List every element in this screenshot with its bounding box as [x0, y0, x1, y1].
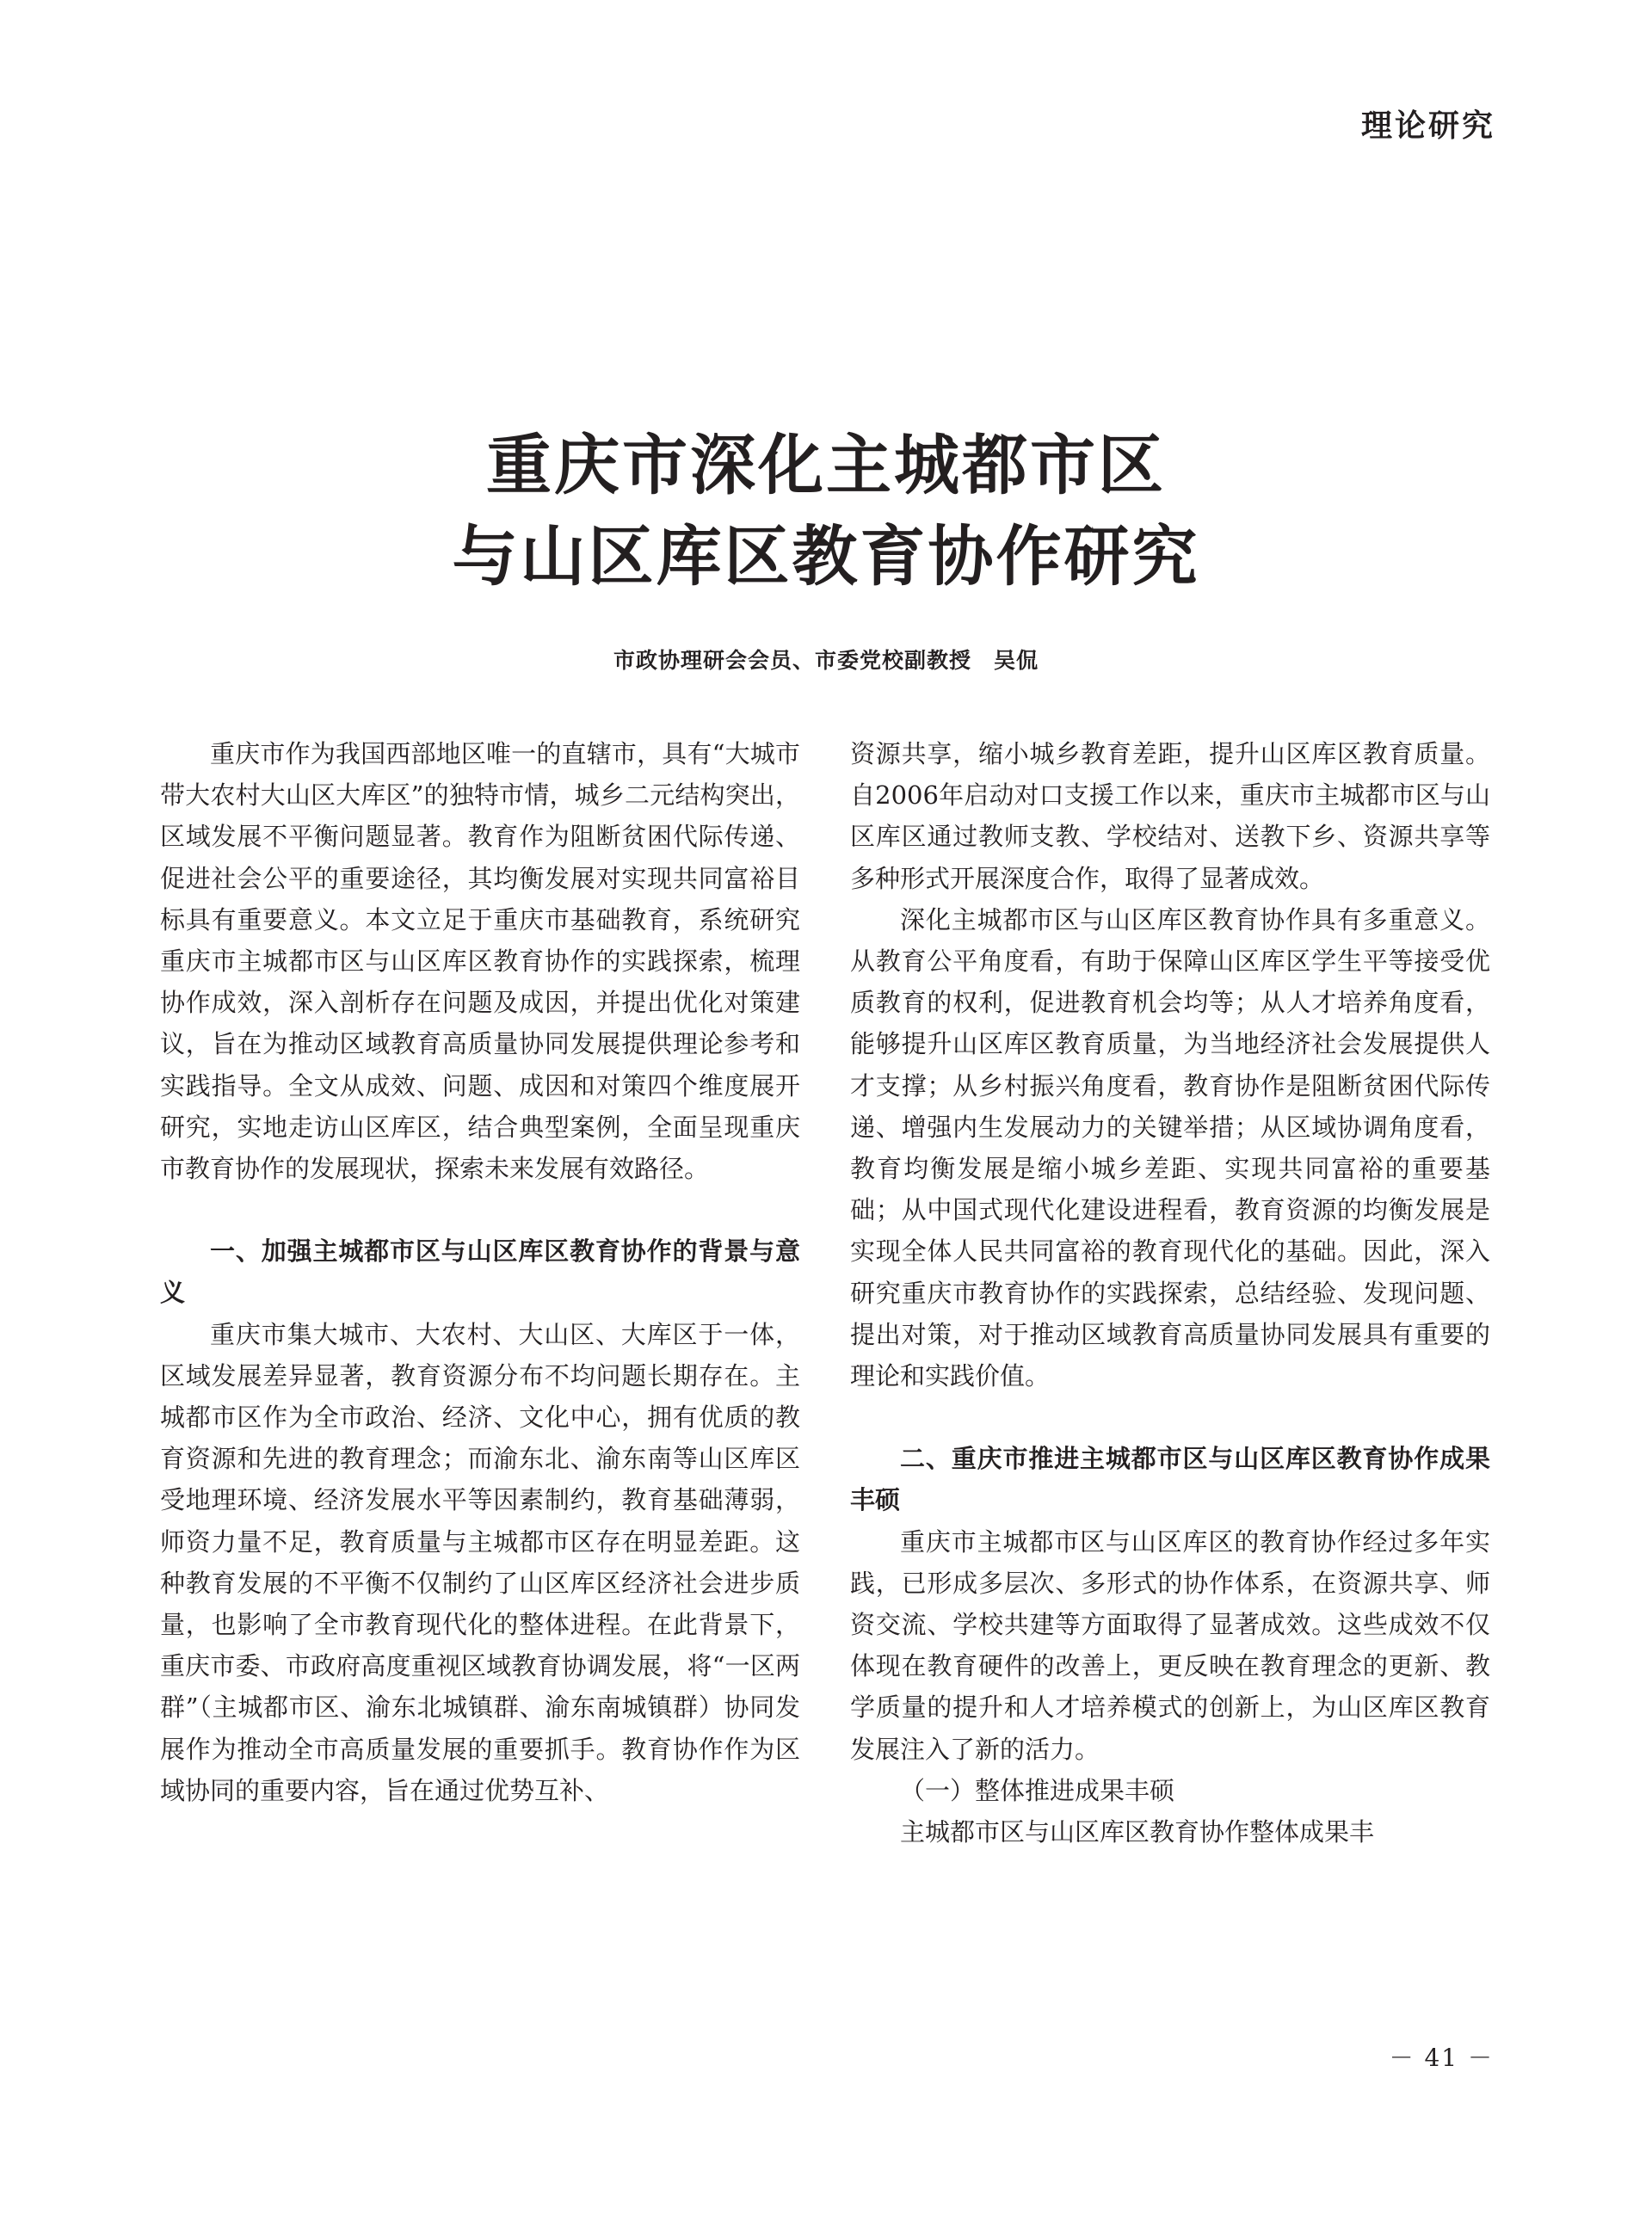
body-paragraph: 主城都市区与山区库区教育协作整体成果丰 [900, 1817, 1375, 1847]
spacer [850, 1397, 1490, 1438]
title-line-2: 与山区库区教育协作研究 [452, 518, 1200, 595]
left-column [160, 733, 800, 1811]
section-heading-2: 二、重庆市推进主城都市区与山区库区教育协作成果丰硕 [850, 1444, 1490, 1515]
right-column [850, 733, 1490, 1853]
body-paragraph: 深化主城都市区与山区库区教育协作具有多重意义。从教育公平角度看，有助于保障山区库区学生平等接受优质教育的权利，促进教育机会均等；从人才培养角度看，能够提升山区库区教育质量，为当地经济社会发展提供人才支撑；从乡村振兴角度看，教育协作是阻断贫困代际传递、增强内生发展动力的关键举措；从区域协调角度看，教育均衡发展是缩小城乡差距、实现共同富裕的重要基础；从中国式现代化建设进程看，教育资源的均衡发展是实现全体人民共同富裕的教育现代化的基础。因此，深入研究重庆市教育协作的实践探索，总结经验、发现问题、提出对策，对于推动区域教育高质量协同发展具有重要的理论和实践价值。 [850, 904, 1490, 1391]
author-line: 市政协理研会会员、市委党校副教授 吴侃 [613, 648, 1039, 673]
body-paragraph-continued: 资源共享，缩小城乡教育差距，提升山区库区教育质量。自2006年启动对口支援工作以来，重庆市主城都市区与山区库区通过教师支教、学校结对、送教下乡、资源共享等多种形式开展深度合作，取得了显著成效。 [850, 739, 1490, 893]
body-paragraph: 重庆市集大城市、大农村、大山区、大库区于一体，区域发展差异显著，教育资源分布不均问题长期存在。主城都市区作为全市政治、经济、文化中心，拥有优质的教育资源和先进的教育理念；而渝东北、渝东南等山区库区受地理环境、经济发展水平等因素制约，教育基础薄弱，师资力量不足，教育质量与主城都市区存在明显差距。这种教育发展的不平衡不仅制约了山区库区经济社会进步质量，也影响了全市教育现代化的整体进程。在此背景下，重庆市委、市政府高度重视区域教育协调发展，将“一区两群”（主城都市区、渝东北城镇群、渝东南城镇群）协同发展作为推动全市高质量发展的重要抓手。教育协作作为区域协同的重要内容，旨在通过优势互补、 [160, 1319, 800, 1805]
subheading: （一）整体推进成果丰硕 [900, 1775, 1175, 1805]
article-title [0, 420, 1652, 602]
title-line-1: 重庆市深化主城都市区 [486, 427, 1166, 503]
body-paragraph: 重庆市主城都市区与山区库区的教育协作经过多年实践，已形成多层次、多形式的协作体系，在资源共享、师资交流、学校共建等方面取得了显著成效。这些成效不仅体现在教育硬件的改善上，更反映在教育理念的更新、教学质量的提升和人才培养模式的创新上，为山区库区教育发展注入了新的活力。 [850, 1526, 1490, 1764]
spacer [160, 1189, 800, 1230]
page-number: － 41 － [1389, 2044, 1494, 2072]
section-heading-1: 一、加强主城都市区与山区库区教育协作的背景与意义 [160, 1236, 800, 1308]
intro-paragraph: 重庆市作为我国西部地区唯一的直辖市，具有“大城市带大农村大山区大库区”的独特市情，城乡二元结构突出，区域发展不平衡问题显著。教育作为阻断贫困代际传递、促进社会公平的重要途径，其均衡发展对实现共同富裕目标具有重要意义。本文立足于重庆市基础教育，系统研究重庆市主城都市区与山区库区教育协作的实践探索，梳理协作成效，深入剖析存在问题及成因，并提出优化对策建议，旨在为推动区域教育高质量协同发展提供理论参考和实践指导。全文从成效、问题、成因和对策四个维度展开研究，实地走访山区库区，结合典型案例，全面呈现重庆市教育协作的发展现状，探索未来发展有效路径。 [160, 739, 800, 1184]
section-label: 理论研究 [1360, 108, 1495, 144]
